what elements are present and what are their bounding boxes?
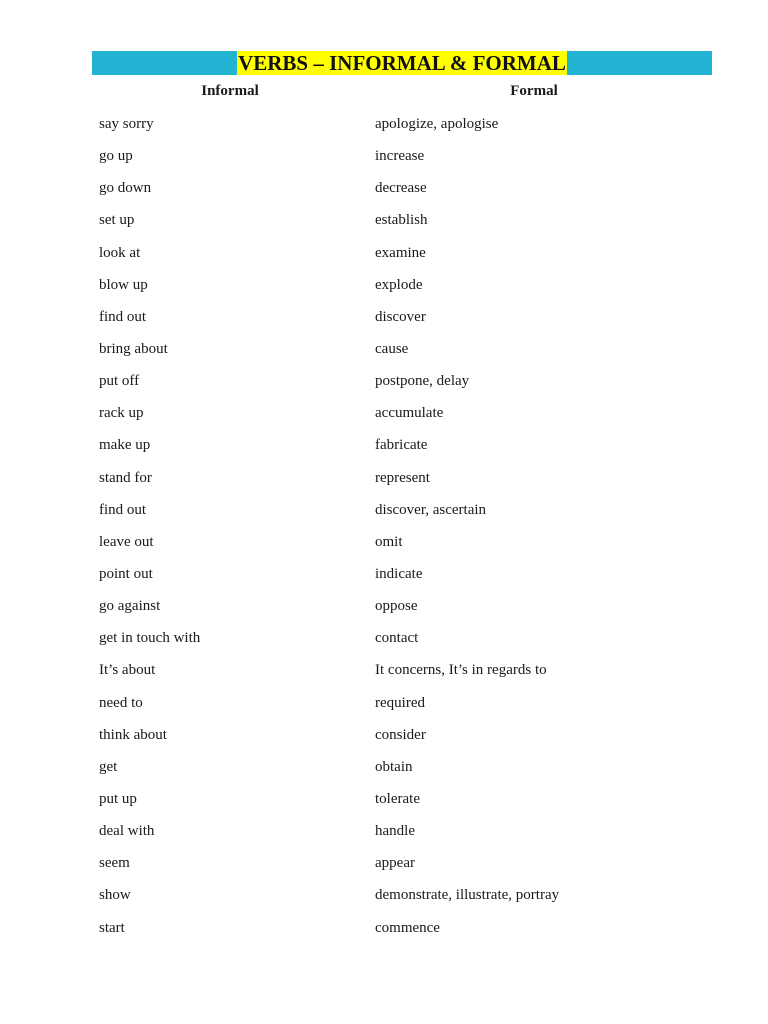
informal-verb: think about <box>99 726 167 743</box>
page-title: VERBS – INFORMAL & FORMAL <box>238 51 566 75</box>
table-row <box>0 757 768 789</box>
formal-verb: oppose <box>375 598 418 615</box>
informal-verb: set up <box>99 212 135 229</box>
column-header-formal: Formal <box>510 83 558 99</box>
formal-verb: establish <box>375 212 428 229</box>
table-row <box>0 146 768 178</box>
table-row <box>0 725 768 757</box>
formal-verb: handle <box>375 823 415 840</box>
verb-table <box>0 114 768 950</box>
table-row <box>0 628 768 660</box>
informal-verb: put off <box>99 373 140 390</box>
informal-verb: start <box>99 919 125 936</box>
column-header-informal: Informal <box>201 83 259 99</box>
informal-verb: seem <box>99 855 130 872</box>
informal-verb: bring about <box>99 340 168 357</box>
table-row <box>0 210 768 242</box>
formal-verb: appear <box>375 855 415 872</box>
table-row <box>0 468 768 500</box>
formal-verb: increase <box>375 148 425 165</box>
formal-verb: It concerns, It’s in regards to <box>375 662 547 679</box>
informal-verb: stand for <box>99 469 152 486</box>
informal-verb: get <box>99 758 118 775</box>
informal-verb: deal with <box>99 823 155 840</box>
formal-verb: examine <box>375 244 426 261</box>
formal-verb: discover, ascertain <box>375 501 487 518</box>
informal-verb: find out <box>99 501 147 518</box>
table-row <box>0 564 768 596</box>
formal-verb: tolerate <box>375 790 420 807</box>
table-row <box>0 435 768 467</box>
formal-verb: postpone, delay <box>375 373 470 390</box>
table-row <box>0 500 768 532</box>
formal-verb: apologize, apologise <box>375 116 499 132</box>
formal-verb: decrease <box>375 180 427 197</box>
table-row <box>0 885 768 917</box>
table-row <box>0 243 768 275</box>
formal-verb: indicate <box>375 565 423 582</box>
formal-verb: cause <box>375 340 409 357</box>
formal-verb: represent <box>375 469 430 486</box>
informal-verb: put up <box>99 790 137 807</box>
table-row <box>0 275 768 307</box>
table-row <box>0 371 768 403</box>
informal-verb: go against <box>99 598 161 615</box>
formal-verb: required <box>375 694 425 711</box>
formal-verb: discover <box>375 308 426 325</box>
table-row <box>0 532 768 564</box>
table-row <box>0 918 768 950</box>
informal-verb: go down <box>99 180 152 197</box>
formal-verb: explode <box>375 276 423 293</box>
formal-verb: consider <box>375 726 426 743</box>
table-row <box>0 403 768 435</box>
informal-verb: say sorry <box>99 116 154 132</box>
informal-verb: leave out <box>99 533 154 550</box>
table-row <box>0 789 768 821</box>
formal-verb: commence <box>375 919 440 936</box>
table-row <box>0 178 768 210</box>
formal-verb: contact <box>375 630 419 647</box>
formal-verb: accumulate <box>375 405 444 422</box>
informal-verb: show <box>99 887 131 904</box>
formal-verb: obtain <box>375 758 413 775</box>
informal-verb: need to <box>99 694 143 711</box>
table-row <box>0 853 768 885</box>
informal-verb: point out <box>99 565 153 582</box>
table-row <box>0 114 768 146</box>
table-row <box>0 596 768 628</box>
informal-verb: go up <box>99 148 133 165</box>
table-row <box>0 339 768 371</box>
informal-verb: find out <box>99 308 147 325</box>
table-row <box>0 660 768 692</box>
table-row <box>0 693 768 725</box>
table-row <box>0 307 768 339</box>
formal-verb: omit <box>375 533 403 550</box>
informal-verb: blow up <box>99 276 148 293</box>
informal-verb: look at <box>99 244 141 261</box>
informal-verb: make up <box>99 437 151 454</box>
table-row <box>0 821 768 853</box>
formal-verb: demonstrate, illustrate, portray <box>375 887 560 904</box>
title-bar <box>92 51 712 75</box>
informal-verb: get in touch with <box>99 630 201 647</box>
informal-verb: rack up <box>99 405 144 422</box>
formal-verb: fabricate <box>375 437 428 454</box>
informal-verb: It’s about <box>99 662 156 679</box>
